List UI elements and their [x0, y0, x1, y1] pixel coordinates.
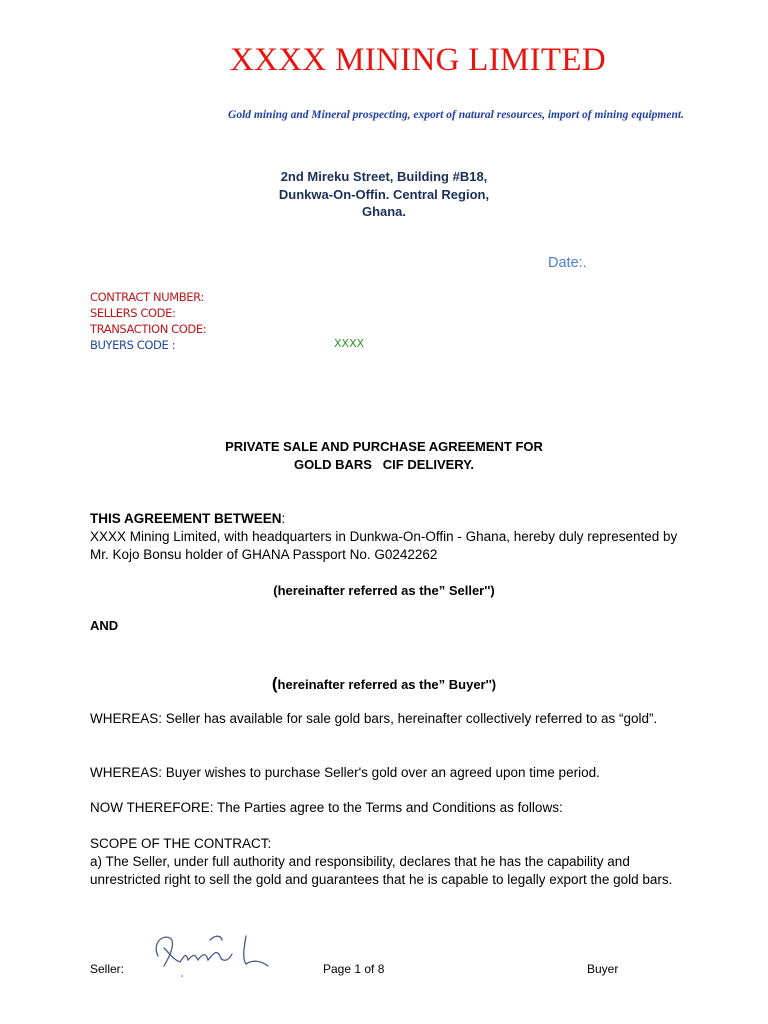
company-name: XXXX MINING LIMITED: [230, 42, 606, 78]
buyers-code-label: BUYERS CODE :: [90, 338, 176, 352]
footer-seller-label: Seller:: [90, 962, 125, 976]
address-line-1: 2nd Mireku Street, Building #B18,: [280, 169, 488, 184]
buyer-reference: [0, 674, 768, 694]
scope-clause-a: a) The Seller, under full authority and responsibility, declares that he has the capability and unrestricted right to sell the gold and guarantees that he is capable to legally export the gold bars.: [90, 854, 673, 887]
scope-section: [90, 835, 690, 889]
footer-page-number: Page 1 of 8: [323, 962, 385, 976]
seller-signature: [150, 926, 275, 981]
sellers-code-label: SELLERS CODE:: [90, 306, 176, 320]
between-heading: THIS AGREEMENT BETWEEN: [90, 511, 282, 526]
company-tagline: Gold mining and Mineral prospecting, export of natural resources, import of mining equipment.: [228, 109, 684, 121]
contract-codes: [90, 289, 206, 353]
company-address: [0, 168, 768, 221]
agreement-title-line-1: PRIVATE SALE AND PURCHASE AGREEMENT FOR: [225, 439, 543, 454]
buyer-reference-text: hereinafter referred as the” Buyer''): [277, 677, 497, 692]
seller-reference: (hereinafter referred as the” Seller''): [273, 583, 495, 598]
agreement-title-line-2: GOLD BARS CIF DELIVERY.: [293, 457, 475, 472]
parties-section: [90, 510, 690, 564]
agreement-title: [0, 438, 768, 474]
seller-description: XXXX Mining Limited, with headquarters in Dunkwa-On-Offin - Ghana, hereby duly represented by Mr. Kojo Bonsu holder of GHANA Passport No. G0242262: [90, 529, 678, 562]
and-label: AND: [90, 618, 119, 633]
between-colon: :: [281, 511, 286, 526]
now-therefore: NOW THEREFORE: The Parties agree to the Terms and Conditions as follows:: [90, 800, 563, 815]
address-line-2: Dunkwa-On-Offin. Central Region,: [278, 186, 490, 202]
date-label: Date:.: [548, 255, 587, 271]
address-line-3: Ghana.: [361, 204, 407, 219]
footer-buyer-label: Buyer: [587, 962, 619, 976]
whereas-2: WHEREAS: Buyer wishes to purchase Seller's gold over an agreed upon time period.: [90, 765, 600, 780]
buyers-code-value: XXXX: [334, 337, 365, 350]
buyer-reference-paren: (: [271, 674, 278, 693]
whereas-1: WHEREAS: Seller has available for sale gold bars, hereinafter collectively referred to as “gold”.: [90, 711, 658, 726]
contract-number-label: CONTRACT NUMBER:: [90, 290, 204, 304]
transaction-code-label: TRANSACTION CODE:: [90, 322, 207, 336]
scope-heading: SCOPE OF THE CONTRACT:: [90, 836, 272, 851]
